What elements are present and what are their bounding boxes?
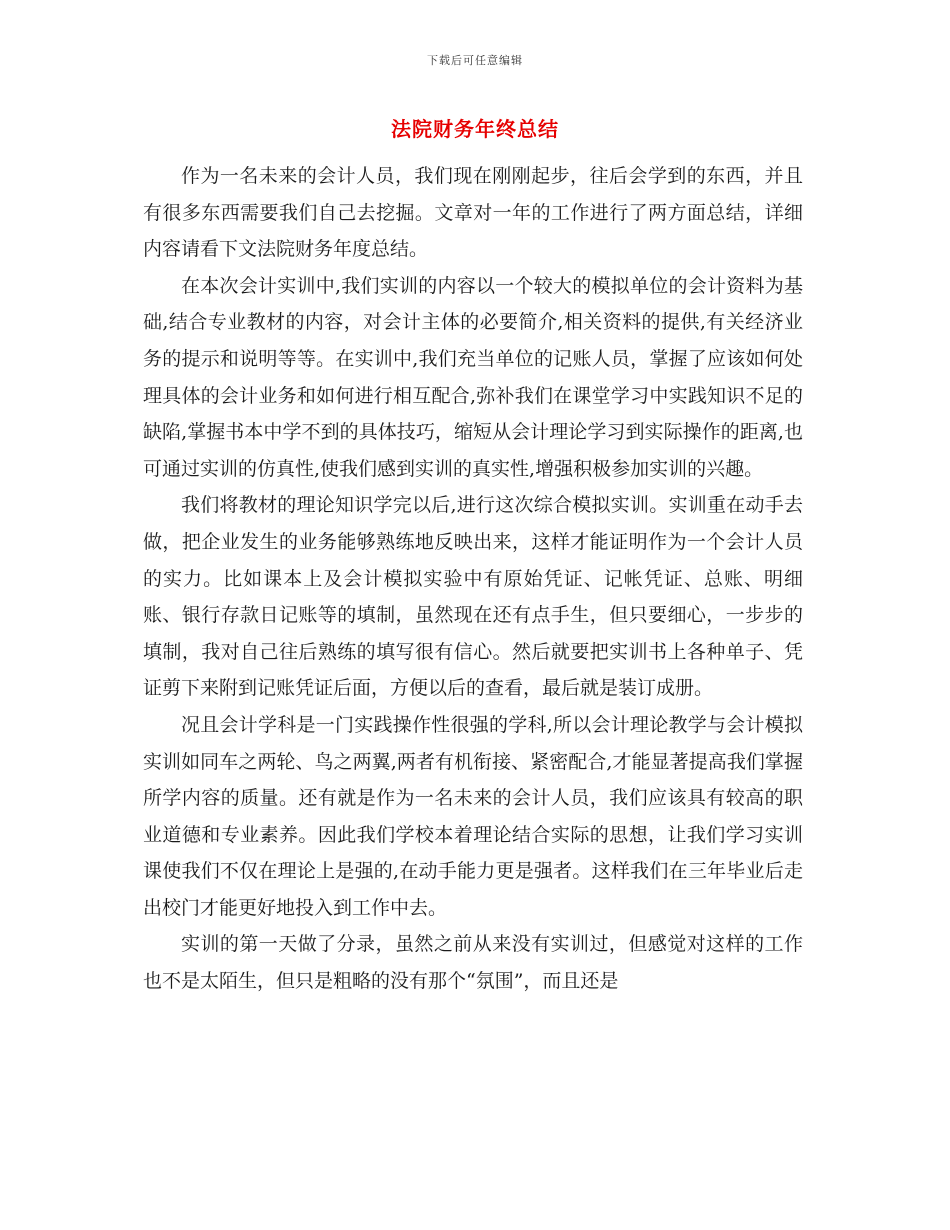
- document-body: [143, 158, 803, 1000]
- paragraph-5: 实训的第一天做了分录，虽然之前从来没有实训过，但感觉对这样的工作也不是太陌生，但只是粗略的没有那个“氛围”，而且还是: [143, 933, 803, 993]
- paragraph-4: 况且会计学科是一门实践操作性很强的学科,所以会计理论教学与会计模拟实训如同车之两轮、鸟之两翼,两者有机衔接、紧密配合,才能显著提高我们掌握所学内容的质量。还有就是作为一名未来的会计人员，我们应该具有较高的职业道德和专业素养。因此我们学校本着理论结合实际的思想，让我们学习实训课使我们不仅在理论上是强的,在动手能力更是强者。这样我们在三年毕业后走出校门才能更好地投入到工作中去。: [143, 713, 803, 919]
- paragraph-3: 我们将教材的理论知识学完以后,进行这次综合模拟实训。实训重在动手去做，把企业发生的业务能够熟练地反映出来，这样才能证明作为一个会计人员的实力。比如课本上及会计模拟实验中有原始凭证、记帐凭证、总账、明细账、银行存款日记账等的填制，虽然现在还有点手生，但只要细心，一步步的填制，我对自己往后熟练的填写很有信心。然后就要把实训书上各种单子、凭证剪下来附到记账凭证后面，方便以后的查看，最后就是装订成册。: [143, 494, 803, 700]
- page-header: 下载后可任意编辑: [427, 54, 523, 67]
- document-title: 法院财务年终总结: [391, 117, 559, 141]
- paragraph-2: 在本次会计实训中,我们实训的内容以一个较大的模拟单位的会计资料为基础,结合专业教材的内容，对会计主体的必要简介,相关资料的提供,有关经济业务的提示和说明等等。在实训中,我们充当单位的记账人员，掌握了应该如何处理具体的会计业务和如何进行相互配合,弥补我们在课堂学习中实践知识不足的缺陷,掌握书本中学不到的具体技巧，缩短从会计理论学习到实际操作的距离,也可通过实训的仿真性,使我们感到实训的真实性,增强积极参加实训的兴趣。: [143, 274, 803, 480]
- paragraph-1: 作为一名未来的会计人员，我们现在刚刚起步，往后会学到的东西，并且有很多东西需要我们自己去挖掘。文章对一年的工作进行了两方面总结，详细内容请看下文法院财务年度总结。: [143, 165, 803, 261]
